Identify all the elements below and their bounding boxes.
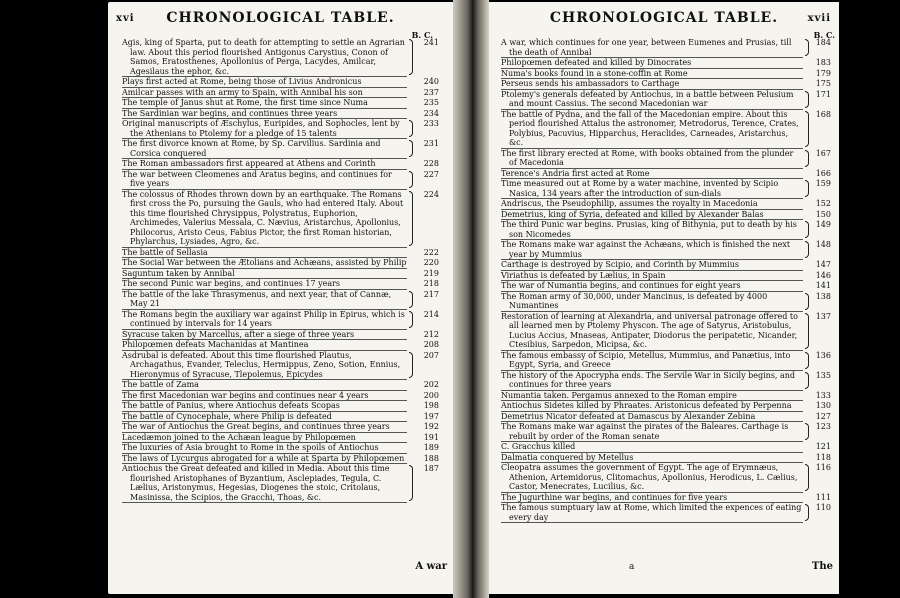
entry-year: 231 [423, 139, 439, 148]
entry-text: The temple of Janus shut at Rome, the first time since Numa [122, 98, 368, 107]
entry-text: The third Punic war begins. Prusias, king of Bithynia, put to death by his son Nicomedes [501, 220, 797, 239]
entry-year: 233 [423, 119, 439, 128]
table-row [122, 390, 439, 402]
entry-year: 159 [815, 179, 831, 188]
entry-text: Ptolemy's generals defeated by Antiochus, in a battle between Pelusium and mount Cassius. The second Macedonian war [501, 89, 794, 108]
entry-year: 110 [815, 503, 831, 512]
entry-year: 141 [815, 281, 831, 290]
entry-year: 192 [423, 422, 439, 431]
entry-year: 130 [815, 401, 831, 410]
entry-text: The Social War between the Ætolians and Achæans, assisted by Philip [122, 258, 407, 267]
entry-text: The war of Antiochus the Great begins, and continues three years [122, 422, 390, 431]
table-row [122, 98, 439, 109]
table-row [501, 390, 831, 402]
entry-text: Perseus sends his ambassadors to Carthage [501, 79, 680, 88]
entry-year: 136 [815, 350, 831, 360]
page-title: CHRONOLOGICAL TABLE. [549, 10, 779, 26]
table-row [501, 179, 831, 199]
entry-text: The Roman army of 30,000, under Mancinus, is defeated by 4000 Numantines [501, 291, 768, 310]
table-row [501, 492, 831, 504]
table-row [122, 453, 439, 465]
entry-text: The second Punic war begins, and continues 17 years [122, 279, 341, 288]
column-header: B. C. [411, 30, 433, 40]
entry-year: 150 [815, 209, 831, 219]
entry-text: Demetrius, king of Syria, defeated and killed by Alexander Balas [501, 209, 764, 219]
entry-text: The Romans begin the auxiliary war against Philip in Epirus, which is continued by intervals for 14 years [122, 309, 405, 328]
entry-year: 175 [815, 79, 831, 88]
table-row [501, 350, 831, 371]
table-row [501, 148, 831, 169]
table-row [122, 289, 439, 310]
entry-text: Numa's books found in a stone-coffin at Rome [501, 68, 688, 78]
entry-year: 228 [423, 159, 439, 168]
table-row [501, 220, 831, 240]
entry-list [501, 38, 831, 523]
entry-year: 148 [815, 240, 831, 249]
table-row [501, 291, 831, 312]
entry-year: 183 [815, 58, 831, 67]
book-gutter [453, 0, 489, 598]
table-row [501, 209, 831, 221]
entry-text: The first divorce known at Rome, by Sp. Carvilius. Sardinia and Corsica conquered [122, 139, 381, 158]
entry-year: 200 [423, 390, 439, 400]
entry-text: C. Gracchus killed [501, 442, 576, 451]
entry-text: Restoration of learning at Alexandria, and universal patronage offered to all learned men by Ptolemy Physcon. The age of Satyrus, Aristobulus, Lucius Accius, Mnaseas, Antipater, Diodorus the peripatetic, Nicander, Ctesibius, Sarpedon, Micipsa, &c. [501, 311, 798, 349]
entry-text: Andriscus, the Pseudophilip, assumes the royalty in Macedonia [501, 199, 758, 208]
page-number: xvii [807, 13, 831, 24]
entry-year: 123 [815, 422, 831, 431]
entry-year: 234 [423, 108, 439, 118]
table-row [122, 350, 439, 381]
entry-year: 133 [815, 390, 831, 400]
entry-year: 116 [815, 463, 831, 472]
table-row [122, 279, 439, 290]
entry-text: Antiochus the Great defeated and killed in Media. About this time flourished Aristophanes of Byzantium, Asclepiades, Tegula, C. Lælius, Aristonymus, Hegesias, Diogenes the stoic, Critolaus, Masinissa, the Scipios, the Gracchi, Thoas, &c. [122, 464, 390, 502]
entry-year: 146 [815, 270, 831, 280]
entry-year: 189 [423, 443, 439, 452]
entry-text: Viriathus is defeated by Lælius, in Spain [501, 270, 666, 280]
entry-year: 138 [815, 291, 831, 301]
table-row [501, 411, 831, 423]
catchword: A war [415, 561, 447, 572]
table-row [122, 38, 439, 77]
table-row [501, 503, 831, 523]
table-row [501, 199, 831, 210]
entry-text: Agis, king of Sparta, put to death for attempting to settle an Agrarian law. About this period flourished Antigonus Carystius, Conon of Samos, Eratosthenes, Apollonius of Perga, Lacydes, Amilcar, Agesilaus the ephor, &c. [122, 38, 405, 76]
table-row [501, 68, 831, 80]
entry-year: 235 [423, 98, 439, 107]
table-row [122, 422, 439, 433]
entry-year: 184 [815, 38, 831, 47]
left-page [108, 2, 453, 594]
entry-year: 127 [815, 411, 831, 421]
table-row [122, 464, 439, 503]
entry-year: 198 [423, 401, 439, 410]
entry-year: 207 [423, 350, 439, 360]
table-row [122, 189, 439, 248]
entry-text: The battle of Panius, where Antiochus defeats Scopas [122, 401, 340, 410]
table-row [122, 77, 439, 88]
entry-year: 241 [423, 38, 439, 47]
table-row [501, 442, 831, 453]
table-row [122, 411, 439, 423]
table-row [122, 329, 439, 341]
entry-text: The Roman ambassadors first appeared at Athens and Corinth [122, 159, 376, 168]
table-row [122, 159, 439, 170]
entry-year: 147 [815, 260, 831, 269]
table-row [501, 370, 831, 391]
table-row [122, 401, 439, 412]
page-header [497, 10, 831, 28]
table-row [501, 452, 831, 464]
table-row [122, 119, 439, 139]
table-row [501, 260, 831, 271]
entry-year: 237 [423, 87, 439, 97]
entry-text: The war between Cleomenes and Aratus begins, and continues for five years [122, 169, 392, 188]
column-header: B. C. [813, 30, 835, 40]
entry-text: The laws of Lycurgus abrogated for a while at Sparta by Philopœmen [122, 453, 405, 463]
entry-year: 179 [815, 68, 831, 78]
entry-text: The Romans make war against the Achæans, which is finished the next year by Mummius [501, 240, 791, 259]
entry-text: The battle of the lake Thrasymenus, and next year, that of Cannæ, May 21 [122, 289, 392, 308]
entry-year: 137 [815, 311, 831, 321]
entry-year: 111 [815, 492, 831, 502]
entry-year: 212 [423, 329, 439, 339]
entry-text: The Romans make war against the pirates of the Baleares. Carthage is rebuilt by order of the Roman senate [501, 422, 789, 441]
entry-text: Lacedæmon joined to the Achæan league by Philopœmen [122, 432, 356, 442]
entry-text: Philopœmen defeated and killed by Dinocrates [501, 58, 692, 67]
entry-year: 220 [423, 258, 439, 267]
entry-text: The Sardinian war begins, and continues three years [122, 108, 338, 118]
entry-text: A war, which continues for one year, between Eumenes and Prusias, till the death of Annibal [501, 38, 792, 57]
entry-text: Time measured out at Rome by a water machine, invented by Scipio Nasica, 134 years after the introduction of sun-dials [501, 179, 779, 198]
entry-year: 217 [423, 289, 439, 299]
entry-list [122, 38, 439, 503]
table-row [501, 281, 831, 292]
entry-year: 208 [423, 340, 439, 349]
right-page [489, 2, 839, 594]
entry-year: 188 [423, 453, 439, 463]
entry-text: The first library erected at Rome, with books obtained from the plunder of Macedonia [501, 148, 794, 167]
entry-year: 118 [815, 452, 831, 462]
table-row [122, 268, 439, 280]
page-number: xvi [116, 13, 135, 24]
entry-year: 222 [423, 247, 439, 257]
entry-year: 202 [423, 380, 439, 389]
entry-text: The battle of Cynocephale, where Philip is defeated [122, 411, 332, 421]
entry-text: Antiochus Sidetes killed by Phraates. Aristonicus defeated by Perpenna [501, 401, 792, 410]
entry-text: Philopœmen defeats Machanidas at Mantinea [122, 340, 309, 349]
entry-text: The colossus of Rhodes thrown down by an earthquake. The Romans first cross the Po, pursuing the Gauls, who had entered Italy. About this time flourished Chrysippus, Polystratus, Euphorion, Archimedes, Valerius Messala, C. Nævius, Aristarchus, Apollonius, Philocorus, Aristo Ceus, Fabius Pictor, the first Roman historian, Phylarchus, Lysiades, Agro, &c. [122, 189, 404, 246]
entry-year: 214 [423, 309, 439, 319]
table-row [122, 258, 439, 269]
entry-text: The luxuries of Asia brought to Rome in the spoils of Antiochus [122, 443, 379, 452]
table-row [501, 38, 831, 58]
table-row [501, 79, 831, 90]
entry-text: The war of Numantia begins, and continues for eight years [501, 281, 741, 290]
table-row [501, 89, 831, 110]
entry-year: 197 [423, 411, 439, 421]
entry-year: 166 [815, 168, 831, 178]
table-row [501, 270, 831, 282]
entry-text: Carthage is destroyed by Scipio, and Corinth by Mummius [501, 260, 739, 269]
entry-year: 167 [815, 148, 831, 158]
entry-year: 121 [815, 442, 831, 451]
entry-text: The Jugurthine war begins, and continues for five years [501, 492, 728, 502]
table-row [501, 422, 831, 442]
table-row [122, 139, 439, 159]
entry-text: Syracuse taken by Marcellus, after a siege of three years [122, 329, 355, 339]
entry-text: Asdrubal is defeated. About this time flourished Plautus, Archagathus, Evander, Teleclus, Hermippus, Zeno, Sotion, Ennius, Hieronymus of Syracuse, Tlepolemus, Epicydes [122, 350, 401, 379]
entry-text: Cleopatra assumes the government of Egypt. The age of Erymnæus, Athenion, Artemidorus, Clitomachus, Apollonius, Herodicus, L. Cælius, Castor, Menecrates, Lucilius, &c. [501, 463, 798, 491]
table-row [122, 108, 439, 120]
entry-year: 187 [423, 464, 439, 473]
table-row [122, 432, 439, 444]
table-row [501, 240, 831, 260]
table-row [501, 311, 831, 351]
entry-year: 240 [423, 77, 439, 86]
entry-text: Saguntum taken by Annibal [122, 268, 235, 278]
table-row [501, 58, 831, 69]
entry-year: 152 [815, 199, 831, 208]
table-row [122, 87, 439, 99]
entry-text: The battle of Pydna, and the fall of the Macedonian empire. About this period flourished Attalus the astronomer, Metrodorus, Terence, Crates, Polybius, Pacuvius, Hipparchus, Heraclides, Carneades, Aristarchus, &c. [501, 109, 799, 147]
entry-text: Numantia taken. Pergamus annexed to the Roman empire [501, 390, 737, 400]
table-row [122, 340, 439, 351]
table-row [501, 401, 831, 412]
entry-text: The famous embassy of Scipio, Metellus, Mummius, and Panætius, into Egypt, Syria, and Greece [501, 350, 791, 369]
entry-year: 171 [815, 89, 831, 99]
entry-text: Demetrius Nicator defeated at Damascus by Alexander Zebina [501, 411, 756, 421]
entry-year: 149 [815, 220, 831, 229]
page-title: CHRONOLOGICAL TABLE. [166, 10, 395, 26]
table-row [122, 380, 439, 391]
entry-text: The famous sumptuary law at Rome, which limited the expences of eating every day [501, 503, 802, 522]
table-row [501, 168, 831, 180]
entry-year: 219 [423, 268, 439, 278]
entry-text: Original manuscripts of Æschylus, Euripides, and Sophocles, lent by the Athenians to Ptolemy for a pledge of 15 talents [122, 119, 400, 138]
entry-text: Dalmatia conquered by Metellus [501, 452, 634, 462]
table-row [501, 109, 831, 149]
page-header [116, 10, 445, 28]
table-row [122, 443, 439, 454]
entry-text: The history of the Apocrypha ends. The Servile War in Sicily begins, and continues for three years [501, 370, 796, 389]
table-row [501, 463, 831, 493]
entry-text: Plays first acted at Rome, being those of Livius Andronicus [122, 77, 362, 86]
entry-text: The first Macedonian war begins and continues near 4 years [122, 390, 369, 400]
entry-year: 224 [423, 189, 439, 199]
table-row [122, 309, 439, 330]
entry-year: 135 [815, 370, 831, 380]
table-row [122, 169, 439, 190]
entry-year: 191 [423, 432, 439, 442]
catchword: The [811, 561, 833, 572]
entry-year: 218 [423, 279, 439, 288]
entry-year: 168 [815, 109, 831, 119]
entry-text: Amilcar passes with an army to Spain, with Annibal his son [122, 87, 363, 97]
entry-text: The battle of Sellasia [122, 247, 208, 257]
entry-text: The battle of Zama [122, 380, 199, 389]
entry-year: 227 [423, 169, 439, 179]
entry-text: Terence's Andria first acted at Rome [501, 168, 650, 178]
table-row [122, 247, 439, 259]
signature-mark: a [629, 562, 635, 572]
